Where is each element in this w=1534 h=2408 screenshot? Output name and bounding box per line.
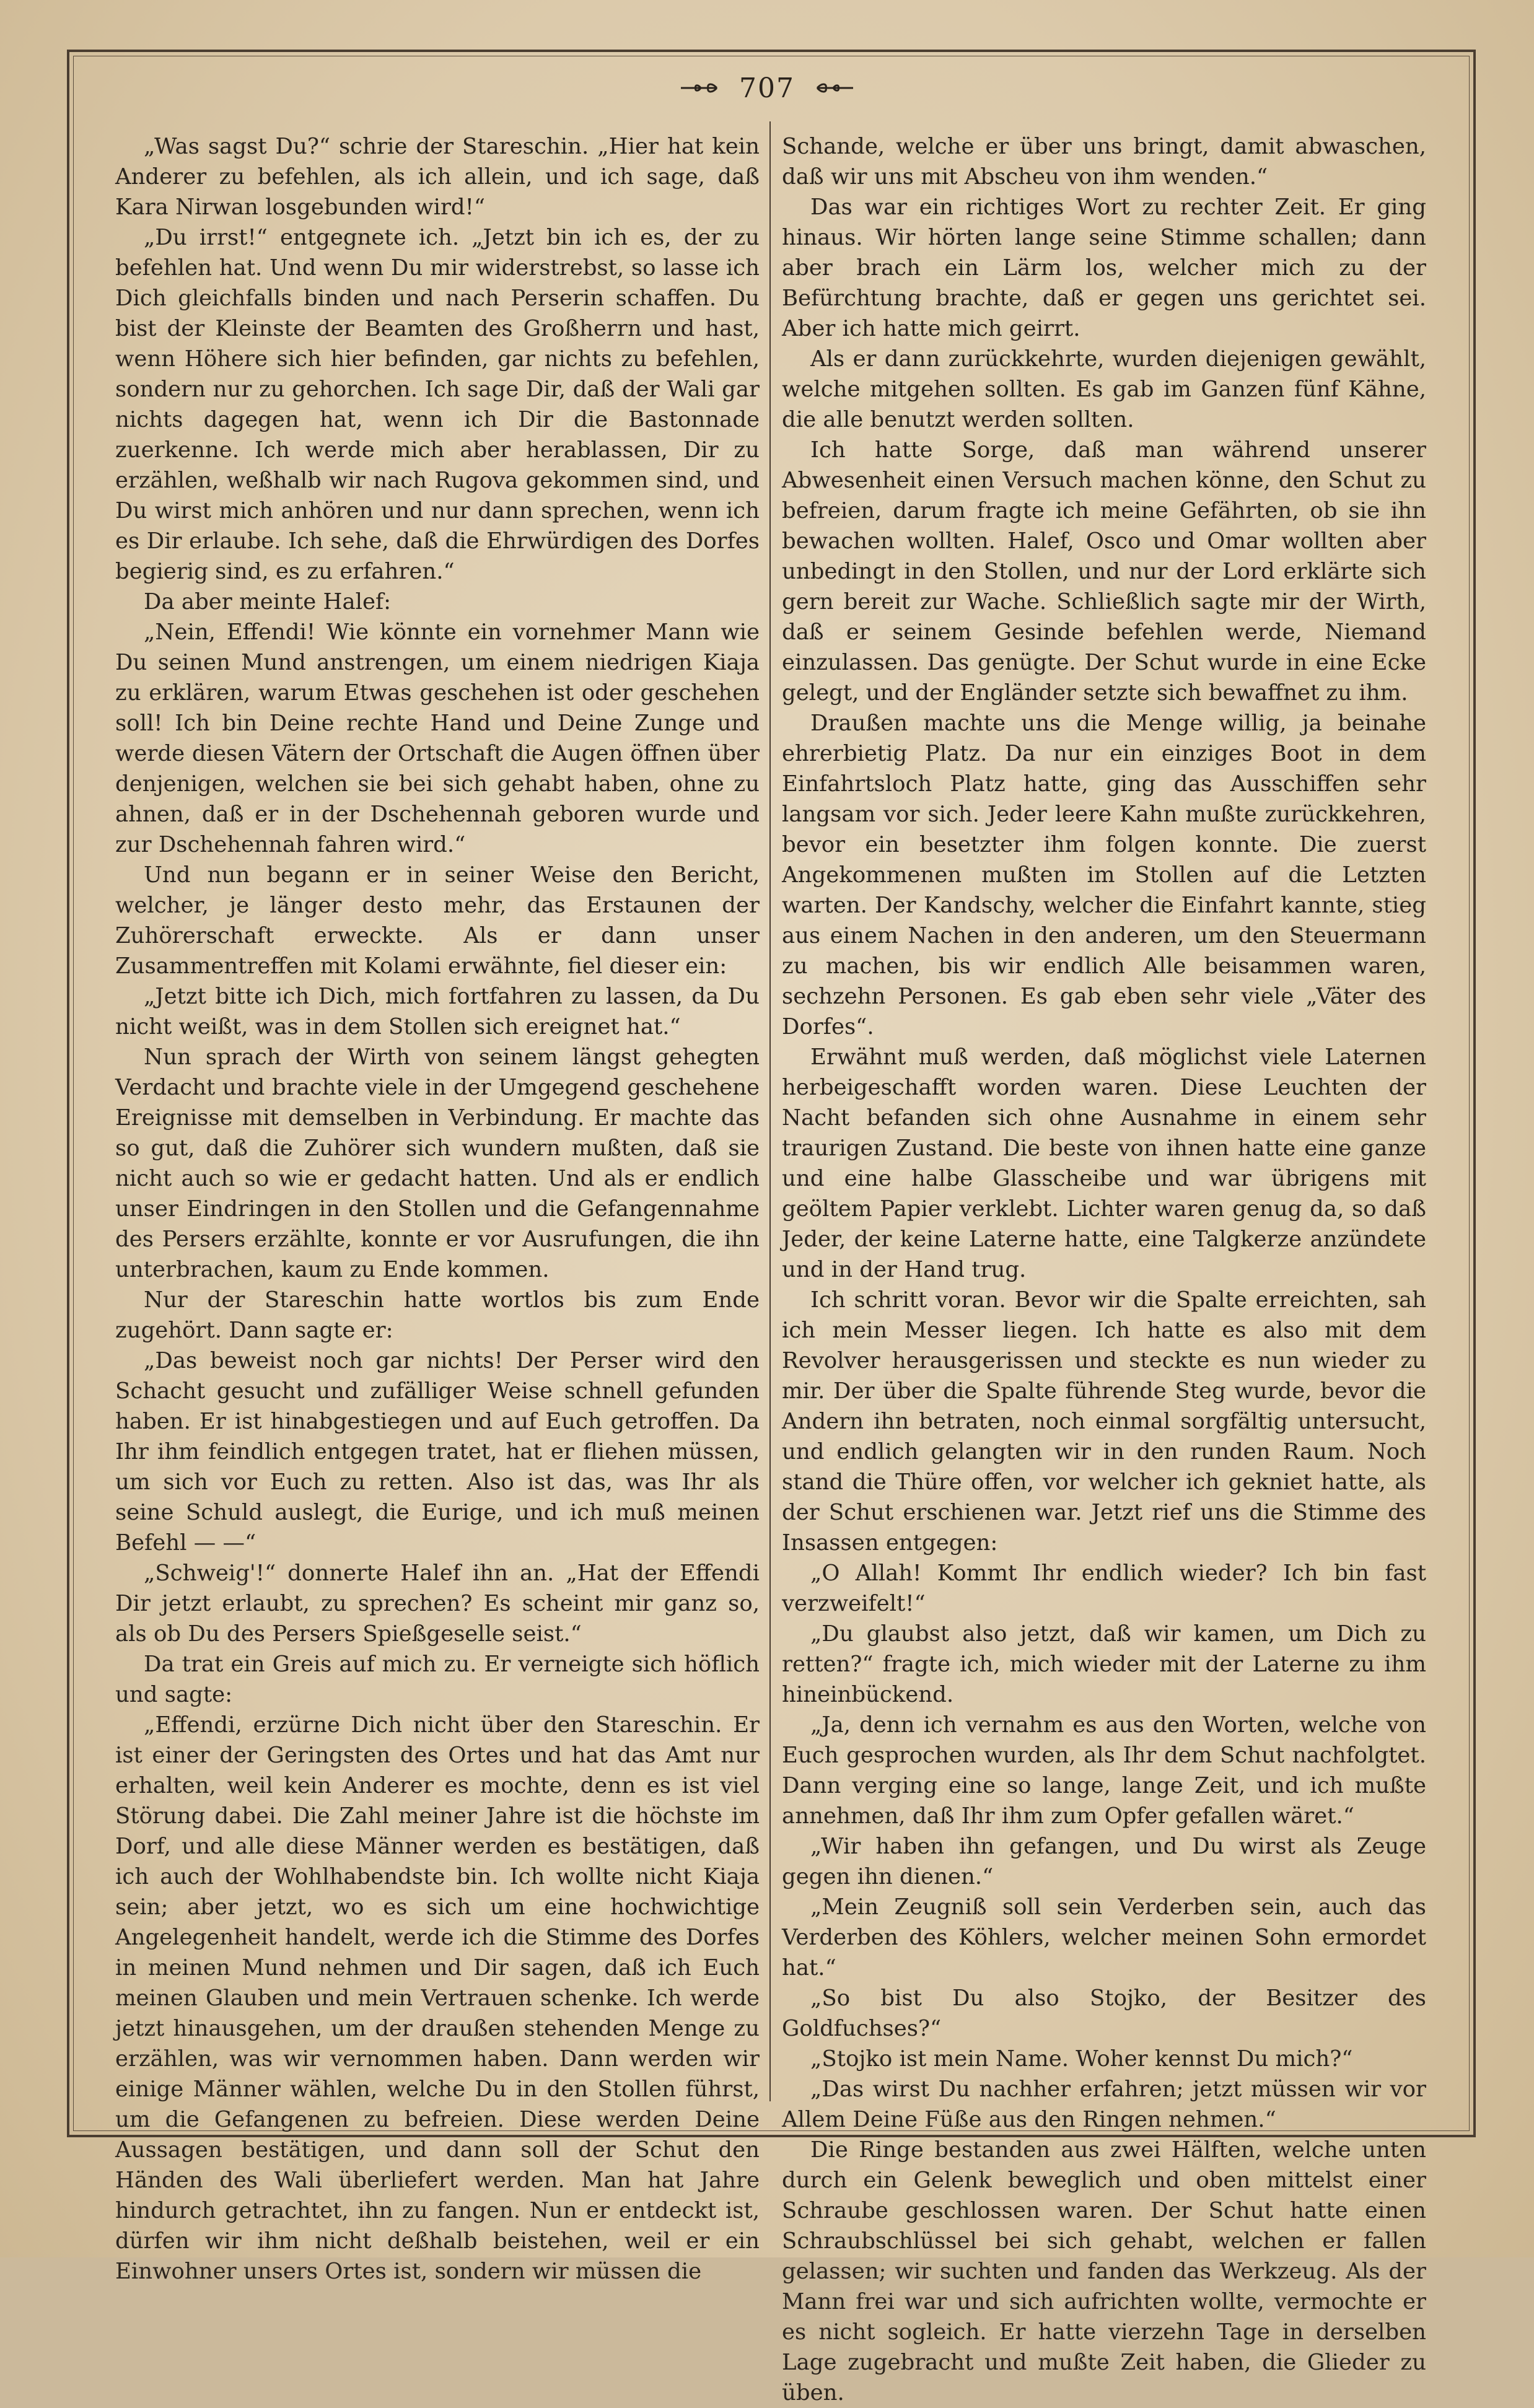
right-paragraph: Erwähnt muß werden, daß möglichst viele Laternen herbeigeschafft worden waren. Diese Leuchten der Nacht befanden sich ohne Ausnahme in einem sehr traurigen Zustand. Die beste von ihnen hatte eine ganze und eine halbe Glasscheibe und war übrigens mit geöltem Papier verklebt. Lichter waren genug da, so daß Jeder, der keine Laterne hatte, eine Talgkerze anzündete und in der Hand trug.	[782, 1044, 1426, 1282]
left-paragraph: „Du irrst!“ entgegnete ich. „Jetzt bin ich es, der zu befehlen hat. Und wenn Du mir widerstrebst, so lasse ich Dich gleichfalls binden und nach Perserin schaffen. Du bist der Kleinste der Beamten des Großherrn und hast, wenn Höhere sich hier befinden, gar nichts zu befehlen, sondern nur zu gehorchen. Ich sage Dir, daß der Wali gar nichts dagegen hat, wenn ich Dir die Bastonnade zuerkenne. Ich werde mich aber herablassen, Dir zu erzählen, weßhalb wir nach Rugova gekommen sind, und Du wirst mich anhören und nur dann sprechen, wenn ich es Dir erlaube. Ich sehe, daß die Ehrwürdigen des Dorfes begierig sind, es zu erfahren.“	[115, 225, 760, 584]
left-paragraph: „Das beweist noch gar nichts! Der Perser wird den Schacht gesucht und zufälliger Weise schnell gefunden haben. Er ist hinabgestiegen und auf Euch getroffen. Da Ihr ihm feindlich entgegen tratet, hat er fliehen müssen, um sich vor Euch zu retten. Also ist das, was Ihr als seine Schuld auslegt, die Eurige, und ich muß meinen Befehl — —“	[115, 1348, 760, 1556]
right-ornament-icon	[811, 79, 854, 97]
left-paragraph: „Schweig'!“ donnerte Halef ihn an. „Hat der Effendi Dir jetzt erlaubt, zu sprechen? Es scheint mir ganz so, als ob Du des Persers Spießgeselle seist.“	[115, 1561, 760, 1647]
right-paragraph: „O Allah! Kommt Ihr endlich wieder? Ich bin fast verzweifelt!“	[782, 1561, 1426, 1616]
right-paragraph: „Stojko ist mein Name. Woher kennst Du mich?“	[810, 2046, 1353, 2072]
left-paragraph: „Jetzt bitte ich Dich, mich fortfahren zu lassen, da Du nicht weißt, was in dem Stollen sich ereignet hat.“	[115, 984, 760, 1040]
right-paragraph: Draußen machte uns die Menge willig, ja beinahe ehrerbietig Platz. Da nur ein einziges Boot in dem Einfahrtsloch Platz hatte, ging das Ausschiffen sehr langsam vor sich. Jeder leere Kahn mußte zurückkehren, bevor ein besetzter ihm folgen konnte. Die zuerst Angekommenen mußten im Stollen auf die Letzten warten. Der Kandschy, welcher die Einfahrt kannte, stieg aus einem Nachen in den anderen, um den Steuermann zu machen, bis wir endlich Alle beisammen waren, sechzehn Personen. Es gab eben sehr viele „Väter des Dorfes“.	[782, 711, 1426, 1040]
right-column	[782, 131, 1426, 2406]
left-paragraph: „Effendi, erzürne Dich nicht über den Stareschin. Er ist einer der Geringsten des Ortes und hat das Amt nur erhalten, weil kein Anderer es mochte, denn es ist viel Störung dabei. Die Zahl meiner Jahre ist die höchste im Dorf, und alle diese Männer werden es bestätigen, daß ich auch der Wohlhabendste bin. Ich wollte nicht Kiaja sein; aber jetzt, wo es sich um eine hochwichtige Angelegenheit handelt, werde ich die Stimme des Dorfes in meinen Mund nehmen und Dir sagen, daß ich Euch meinen Glauben und mein Vertrauen schenke. Ich werde jetzt hinausgehen, um der draußen stehenden Menge zu erzählen, was wir vernommen haben. Dann werden wir einige Männer wählen, welche Du in den Stollen führst, um die Gefangenen zu befreien. Diese werden Deine Aussagen bestätigen, und dann soll der Schut den Händen des Wali überliefert werden. Man hat Jahre hindurch getrachtet, ihn zu fangen. Nun er entdeckt ist, dürfen wir ihm nicht deßhalb beistehen, weil er ein Einwohner unsers Ortes ist, sondern wir müssen die	[115, 1712, 760, 2284]
right-paragraph: Ich schritt voran. Bevor wir die Spalte erreichten, sah ich mein Messer liegen. Ich hatte es also mit dem Revolver herausgerissen und steckte es nun wieder zu mir. Der über die Spalte führende Steg wurde, bevor die Andern ihn betraten, noch einmal sorgfältig untersucht, und endlich gelangten wir in den runden Raum. Noch stand die Thüre offen, vor welcher ich gekniet hatte, als der Schut erschienen war. Jetzt rief uns die Stimme des Insassen entgegen:	[782, 1287, 1426, 1556]
left-paragraph: Und nun begann er in seiner Weise den Bericht, welcher, je länger desto mehr, das Erstaunen der Zuhörerschaft erweckte. Als er dann unser Zusammentreffen mit Kolami erwähnte, fiel dieser ein:	[115, 862, 760, 979]
right-paragraph: „Mein Zeugniß soll sein Verderben sein, auch das Verderben des Köhlers, welcher meinen Sohn ermordet hat.“	[782, 1894, 1426, 1981]
right-paragraph: Schande, welche er über uns bringt, damit abwaschen, daß wir uns mit Abscheu von ihm wenden.“	[782, 134, 1426, 190]
page-number: 707	[739, 72, 795, 104]
right-paragraph: „Du glaubst also jetzt, daß wir kamen, um Dich zu retten?“ fragte ich, mich wieder mit der Laterne zu ihm hineinbückend.	[782, 1621, 1426, 1707]
right-paragraph: „Wir haben ihn gefangen, und Du wirst als Zeuge gegen ihn dienen.“	[782, 1834, 1426, 1889]
right-paragraph: Ich hatte Sorge, daß man während unserer Abwesenheit einen Versuch machen könne, den Schut zu befreien, darum fragte ich meine Gefährten, ob sie ihn bewachen wollten. Halef, Osco und Omar wollten aber unbedingt in den Stollen, und nur der Lord erklärte sich gern bereit zur Wache. Schließlich sagte mir der Wirth, daß er seinem Gesinde befehlen werde, Niemand einzulassen. Das genügte. Der Schut wurde in eine Ecke gelegt, und der Engländer setzte sich bewaffnet zu ihm.	[782, 437, 1426, 706]
left-paragraph: Nun sprach der Wirth von seinem längst gehegten Verdacht und brachte viele in der Umgegend geschehene Ereignisse mit demselben in Verbindung. Er machte das so gut, daß die Zuhörer sich wundern mußten, daß sie nicht auch so wie er gedacht hatten. Und als er endlich unser Eindringen in den Stollen und die Gefangennahme des Persers erzählte, konnte er vor Ausrufungen, die ihn unterbrachen, kaum zu Ende kommen.	[115, 1044, 760, 1282]
right-paragraph: Als er dann zurückkehrte, wurden diejenigen gewählt, welche mitgehen sollten. Es gab im Ganzen fünf Kähne, die alle benutzt werden sollten.	[782, 346, 1426, 432]
left-paragraph: Nur der Stareschin hatte wortlos bis zum Ende zugehört. Dann sagte er:	[115, 1287, 760, 1343]
right-paragraph: „Das wirst Du nachher erfahren; jetzt müssen wir vor Allem Deine Füße aus den Ringen nehmen.“	[782, 2077, 1426, 2132]
left-paragraph: Da aber meinte Halef:	[144, 589, 392, 615]
column-divider	[769, 121, 771, 2101]
right-paragraph: Die Ringe bestanden aus zwei Hälften, welche unten durch ein Gelenk beweglich und oben mittelst einer Schraube geschlossen waren. Der Schut hatte einen Schraubschlüssel bei sich gehabt, welchen er fallen gelassen; wir suchten und fanden das Werkzeug. Als der Mann frei war und sich aufrichten wollte, vermochte er es nicht sogleich. Er hatte vierzehn Tage in derselben Lage zugebracht und mußte Zeit haben, die Glieder zu üben.	[782, 2137, 1426, 2406]
right-paragraph: „Ja, denn ich vernahm es aus den Worten, welche von Euch gesprochen wurden, als Ihr dem Schut nachfolgtet. Dann verging eine so lange, lange Zeit, und ich mußte annehmen, daß Ihr ihm zum Opfer gefallen wäret.“	[782, 1712, 1426, 1829]
right-paragraph: Das war ein richtiges Wort zu rechter Zeit. Er ging hinaus. Wir hörten lange seine Stimme schallen; dann aber brach ein Lärm los, welcher mich zu der Befürchtung brachte, daß er gegen uns gerichtet sei. Aber ich hatte mich geirrt.	[782, 195, 1426, 341]
left-paragraph: Da trat ein Greis auf mich zu. Er verneigte sich höflich und sagte:	[115, 1652, 760, 1707]
page-header	[0, 69, 1534, 107]
left-column	[115, 131, 760, 2284]
right-paragraph: „So bist Du also Stojko, der Besitzer des Goldfuchses?“	[782, 1986, 1426, 2041]
left-paragraph: „Nein, Effendi! Wie könnte ein vornehmer Mann wie Du seinen Mund anstrengen, um einem niedrigen Kiaja zu erklären, warum Etwas geschehen ist oder geschehen soll! Ich bin Deine rechte Hand und Deine Zunge und werde diesen Vätern der Ortschaft die Augen öffnen über denjenigen, welchen sie bei sich gehabt haben, ohne zu ahnen, daß er in der Dschehennah geboren wurde und zur Dschehennah fahren wird.“	[115, 620, 760, 857]
left-ornament-icon	[680, 79, 723, 97]
left-paragraph: „Was sagst Du?“ schrie der Stareschin. „Hier hat kein Anderer zu befehlen, als ich allein, und ich sage, daß Kara Nirwan losgebunden wird!“	[115, 134, 760, 220]
